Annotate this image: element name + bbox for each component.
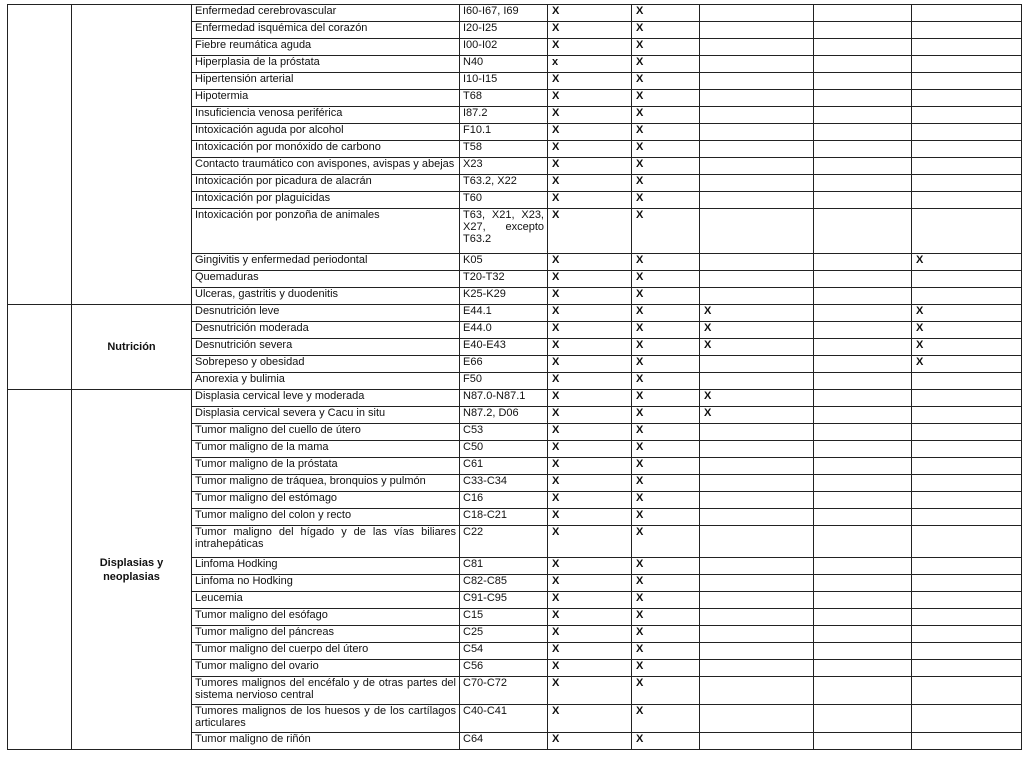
check-mark-cell: X xyxy=(912,322,1022,339)
check-mark-cell xyxy=(700,575,814,592)
check-mark-cell xyxy=(814,56,912,73)
disease-name-cell: Displasia cervical leve y moderada xyxy=(192,390,460,407)
check-mark-cell: X xyxy=(632,733,700,750)
check-mark-cell: X xyxy=(548,305,632,322)
check-mark-cell: X xyxy=(548,475,632,492)
icd-code-cell: C53 xyxy=(460,424,548,441)
check-mark-cell xyxy=(814,90,912,107)
check-mark-cell xyxy=(814,305,912,322)
check-mark-cell xyxy=(814,254,912,271)
icd-code-cell: C81 xyxy=(460,558,548,575)
check-mark-cell xyxy=(700,558,814,575)
check-mark-cell: X xyxy=(632,609,700,626)
check-mark-cell xyxy=(814,509,912,526)
check-mark-cell: X xyxy=(548,124,632,141)
icd-code-cell: C16 xyxy=(460,492,548,509)
check-mark-cell xyxy=(912,643,1022,660)
disease-name-cell: Ulceras, gastritis y duodenitis xyxy=(192,288,460,305)
check-mark-cell xyxy=(912,158,1022,175)
check-mark-cell xyxy=(814,158,912,175)
row-margin-cell xyxy=(8,5,72,305)
check-mark-cell: X xyxy=(632,526,700,558)
check-mark-cell: X xyxy=(548,175,632,192)
disease-name-cell: Linfoma no Hodking xyxy=(192,575,460,592)
check-mark-cell: X xyxy=(548,107,632,124)
check-mark-cell xyxy=(700,526,814,558)
check-mark-cell: X xyxy=(632,22,700,39)
disease-name-cell: Tumor maligno del páncreas xyxy=(192,626,460,643)
check-mark-cell: X xyxy=(548,558,632,575)
check-mark-cell xyxy=(912,733,1022,750)
check-mark-cell xyxy=(814,22,912,39)
disease-name-cell: Displasia cervical severa y Cacu in situ xyxy=(192,407,460,424)
check-mark-cell xyxy=(912,90,1022,107)
check-mark-cell: X xyxy=(632,39,700,56)
check-mark-cell xyxy=(700,90,814,107)
icd-code-cell: C91-C95 xyxy=(460,592,548,609)
check-mark-cell: X xyxy=(548,339,632,356)
check-mark-cell xyxy=(912,424,1022,441)
check-mark-cell: X xyxy=(632,107,700,124)
icd-code-cell: I20-I25 xyxy=(460,22,548,39)
check-mark-cell: X xyxy=(548,322,632,339)
check-mark-cell xyxy=(912,475,1022,492)
row-margin-cell xyxy=(8,390,72,750)
check-mark-cell xyxy=(700,56,814,73)
check-mark-cell xyxy=(814,592,912,609)
icd-code-cell: C22 xyxy=(460,526,548,558)
icd-code-cell: C64 xyxy=(460,733,548,750)
disease-name-cell: Intoxicación por ponzoña de animales xyxy=(192,209,460,254)
check-mark-cell xyxy=(814,339,912,356)
check-mark-cell: X xyxy=(548,626,632,643)
icd-code-cell: C82-C85 xyxy=(460,575,548,592)
check-mark-cell xyxy=(912,56,1022,73)
check-mark-cell: X xyxy=(548,677,632,705)
disease-name-cell: Desnutrición severa xyxy=(192,339,460,356)
disease-name-cell: Tumor maligno de la mama xyxy=(192,441,460,458)
check-mark-cell xyxy=(700,192,814,209)
check-mark-cell xyxy=(700,288,814,305)
check-mark-cell: X xyxy=(700,390,814,407)
icd-code-cell: C15 xyxy=(460,609,548,626)
check-mark-cell xyxy=(814,575,912,592)
icd-code-cell: T60 xyxy=(460,192,548,209)
check-mark-cell: X xyxy=(632,5,700,22)
check-mark-cell xyxy=(912,526,1022,558)
check-mark-cell xyxy=(700,509,814,526)
row-margin-cell xyxy=(8,305,72,390)
check-mark-cell: X xyxy=(632,305,700,322)
icd-code-cell: E40-E43 xyxy=(460,339,548,356)
check-mark-cell: X xyxy=(632,424,700,441)
disease-name-cell: Quemaduras xyxy=(192,271,460,288)
table-row xyxy=(8,5,1022,22)
check-mark-cell: X xyxy=(632,475,700,492)
icd-code-cell: T63.2, X22 xyxy=(460,175,548,192)
check-mark-cell: X xyxy=(632,492,700,509)
check-mark-cell: X xyxy=(632,209,700,254)
check-mark-cell xyxy=(700,5,814,22)
check-mark-cell xyxy=(814,373,912,390)
check-mark-cell xyxy=(814,733,912,750)
check-mark-cell: X xyxy=(700,339,814,356)
check-mark-cell xyxy=(814,705,912,733)
check-mark-cell: X xyxy=(632,390,700,407)
check-mark-cell xyxy=(814,660,912,677)
disease-name-cell: Hiperplasia de la próstata xyxy=(192,56,460,73)
check-mark-cell: X xyxy=(548,509,632,526)
icd-code-cell: C18-C21 xyxy=(460,509,548,526)
category-group-label xyxy=(72,5,192,305)
check-mark-cell: X xyxy=(632,441,700,458)
check-mark-cell xyxy=(814,475,912,492)
disease-name-cell: Tumor maligno de la próstata xyxy=(192,458,460,475)
check-mark-cell: X xyxy=(912,254,1022,271)
check-mark-cell: X xyxy=(548,158,632,175)
check-mark-cell xyxy=(700,733,814,750)
check-mark-cell xyxy=(814,39,912,56)
check-mark-cell xyxy=(912,288,1022,305)
check-mark-cell xyxy=(814,124,912,141)
check-mark-cell xyxy=(912,441,1022,458)
check-mark-cell: X xyxy=(632,175,700,192)
disease-name-cell: Tumores malignos de los huesos y de los cartílagos articulares xyxy=(192,705,460,733)
check-mark-cell: X xyxy=(632,407,700,424)
check-mark-cell xyxy=(912,209,1022,254)
check-mark-cell: X xyxy=(912,305,1022,322)
check-mark-cell xyxy=(814,626,912,643)
check-mark-cell xyxy=(814,609,912,626)
table-row xyxy=(8,390,1022,407)
check-mark-cell: X xyxy=(548,592,632,609)
check-mark-cell xyxy=(700,175,814,192)
check-mark-cell: X xyxy=(632,677,700,705)
icd-code-cell: F50 xyxy=(460,373,548,390)
icd-code-cell: N87.0-N87.1 xyxy=(460,390,548,407)
check-mark-cell xyxy=(912,509,1022,526)
check-mark-cell xyxy=(814,407,912,424)
check-mark-cell xyxy=(814,288,912,305)
check-mark-cell xyxy=(700,73,814,90)
check-mark-cell: X xyxy=(632,509,700,526)
icd-code-cell: C25 xyxy=(460,626,548,643)
disease-name-cell: Contacto traumático con avispones, avispas y abejas xyxy=(192,158,460,175)
check-mark-cell: X xyxy=(548,271,632,288)
check-mark-cell: X xyxy=(632,592,700,609)
check-mark-cell: X xyxy=(548,492,632,509)
check-mark-cell xyxy=(814,209,912,254)
icd-code-cell: C61 xyxy=(460,458,548,475)
disease-name-cell: Leucemia xyxy=(192,592,460,609)
check-mark-cell xyxy=(700,373,814,390)
check-mark-cell xyxy=(700,660,814,677)
disease-name-cell: Fiebre reumática aguda xyxy=(192,39,460,56)
disease-name-cell: Insuficiencia venosa periférica xyxy=(192,107,460,124)
check-mark-cell xyxy=(912,626,1022,643)
check-mark-cell: X xyxy=(912,356,1022,373)
check-mark-cell: X xyxy=(700,322,814,339)
check-mark-cell xyxy=(814,526,912,558)
check-mark-cell: X xyxy=(548,39,632,56)
disease-name-cell: Tumor maligno del colon y recto xyxy=(192,509,460,526)
check-mark-cell xyxy=(912,592,1022,609)
category-group-label: Displasias y neoplasias xyxy=(72,390,192,750)
icd-code-cell: C54 xyxy=(460,643,548,660)
check-mark-cell: X xyxy=(548,390,632,407)
check-mark-cell: X xyxy=(632,373,700,390)
check-mark-cell: X xyxy=(548,73,632,90)
check-mark-cell xyxy=(912,558,1022,575)
check-mark-cell xyxy=(912,373,1022,390)
icd-code-cell: N40 xyxy=(460,56,548,73)
check-mark-cell xyxy=(912,271,1022,288)
check-mark-cell: X xyxy=(632,339,700,356)
disease-name-cell: Tumor maligno del estómago xyxy=(192,492,460,509)
check-mark-cell: X xyxy=(548,192,632,209)
check-mark-cell xyxy=(912,458,1022,475)
icd-code-cell: C40-C41 xyxy=(460,705,548,733)
page-bottom-edge xyxy=(0,762,1024,768)
check-mark-cell xyxy=(700,424,814,441)
check-mark-cell: X xyxy=(548,660,632,677)
check-mark-cell xyxy=(814,492,912,509)
check-mark-cell: X xyxy=(632,575,700,592)
check-mark-cell xyxy=(912,124,1022,141)
check-mark-cell xyxy=(700,705,814,733)
check-mark-cell xyxy=(912,492,1022,509)
check-mark-cell: X xyxy=(632,643,700,660)
disease-name-cell: Tumor maligno de tráquea, bronquios y pulmón xyxy=(192,475,460,492)
icd-code-cell: C33-C34 xyxy=(460,475,548,492)
check-mark-cell: X xyxy=(632,288,700,305)
check-mark-cell xyxy=(912,390,1022,407)
icd-code-cell: I87.2 xyxy=(460,107,548,124)
icd-code-cell: F10.1 xyxy=(460,124,548,141)
icd-code-cell: I60-I67, I69 xyxy=(460,5,548,22)
icd-code-cell: E66 xyxy=(460,356,548,373)
check-mark-cell xyxy=(912,39,1022,56)
icd-code-cell: E44.0 xyxy=(460,322,548,339)
check-mark-cell xyxy=(814,390,912,407)
check-mark-cell xyxy=(814,107,912,124)
icd-code-cell: C70-C72 xyxy=(460,677,548,705)
disease-name-cell: Anorexia y bulimia xyxy=(192,373,460,390)
check-mark-cell: X xyxy=(548,288,632,305)
check-mark-cell xyxy=(700,475,814,492)
check-mark-cell xyxy=(700,609,814,626)
check-mark-cell: X xyxy=(700,305,814,322)
check-mark-cell xyxy=(700,592,814,609)
check-mark-cell xyxy=(814,424,912,441)
check-mark-cell xyxy=(814,558,912,575)
table-row xyxy=(8,305,1022,322)
check-mark-cell: X xyxy=(548,141,632,158)
check-mark-cell: X xyxy=(548,356,632,373)
check-mark-cell: X xyxy=(548,733,632,750)
category-group-label: Nutrición xyxy=(72,305,192,390)
check-mark-cell: X xyxy=(632,141,700,158)
disease-name-cell: Sobrepeso y obesidad xyxy=(192,356,460,373)
check-mark-cell xyxy=(814,441,912,458)
icd-code-cell: T20-T32 xyxy=(460,271,548,288)
disease-name-cell: Hipertensión arterial xyxy=(192,73,460,90)
check-mark-cell xyxy=(700,643,814,660)
check-mark-cell xyxy=(700,677,814,705)
check-mark-cell: X xyxy=(548,575,632,592)
check-mark-cell xyxy=(700,158,814,175)
disease-name-cell: Intoxicación aguda por alcohol xyxy=(192,124,460,141)
check-mark-cell xyxy=(912,141,1022,158)
check-mark-cell xyxy=(700,254,814,271)
check-mark-cell: X xyxy=(632,192,700,209)
disease-name-cell: Intoxicación por plaguicidas xyxy=(192,192,460,209)
icd-code-cell: T68 xyxy=(460,90,548,107)
check-mark-cell xyxy=(700,271,814,288)
check-mark-cell xyxy=(912,175,1022,192)
check-mark-cell xyxy=(912,677,1022,705)
check-mark-cell xyxy=(700,39,814,56)
check-mark-cell xyxy=(700,458,814,475)
check-mark-cell xyxy=(814,141,912,158)
check-mark-cell xyxy=(912,407,1022,424)
check-mark-cell: X xyxy=(632,705,700,733)
check-mark-cell: X xyxy=(548,609,632,626)
check-mark-cell: X xyxy=(700,407,814,424)
check-mark-cell xyxy=(814,5,912,22)
disease-name-cell: Enfermedad isquémica del corazón xyxy=(192,22,460,39)
check-mark-cell: X xyxy=(548,90,632,107)
icd-code-cell: I00-I02 xyxy=(460,39,548,56)
check-mark-cell xyxy=(814,175,912,192)
check-mark-cell: x xyxy=(548,56,632,73)
check-mark-cell: X xyxy=(912,339,1022,356)
check-mark-cell xyxy=(700,22,814,39)
icd-code-cell: T58 xyxy=(460,141,548,158)
check-mark-cell: X xyxy=(632,660,700,677)
check-mark-cell: X xyxy=(632,73,700,90)
icd-code-cell: I10-I15 xyxy=(460,73,548,90)
check-mark-cell xyxy=(814,356,912,373)
icd-code-cell: T63, X21, X23, X27, excepto T63.2 xyxy=(460,209,548,254)
check-mark-cell: X xyxy=(548,643,632,660)
check-mark-cell xyxy=(700,492,814,509)
check-mark-cell xyxy=(814,322,912,339)
check-mark-cell: X xyxy=(632,626,700,643)
check-mark-cell xyxy=(700,356,814,373)
disease-name-cell: Tumor maligno del ovario xyxy=(192,660,460,677)
check-mark-cell xyxy=(912,705,1022,733)
check-mark-cell xyxy=(700,209,814,254)
disease-name-cell: Tumor maligno del hígado y de las vías biliares intrahepáticas xyxy=(192,526,460,558)
disease-name-cell: Desnutrición leve xyxy=(192,305,460,322)
check-mark-cell: X xyxy=(548,458,632,475)
disease-name-cell: Intoxicación por picadura de alacrán xyxy=(192,175,460,192)
check-mark-cell xyxy=(700,626,814,643)
disease-name-cell: Tumor maligno del esófago xyxy=(192,609,460,626)
check-mark-cell: X xyxy=(632,254,700,271)
disease-name-cell: Tumor maligno del cuello de útero xyxy=(192,424,460,441)
disease-name-cell: Gingivitis y enfermedad periodontal xyxy=(192,254,460,271)
check-mark-cell xyxy=(700,107,814,124)
check-mark-cell xyxy=(700,124,814,141)
check-mark-cell: X xyxy=(548,407,632,424)
disease-name-cell: Linfoma Hodking xyxy=(192,558,460,575)
check-mark-cell xyxy=(912,22,1022,39)
icd-code-cell: C50 xyxy=(460,441,548,458)
check-mark-cell xyxy=(700,441,814,458)
check-mark-cell: X xyxy=(632,356,700,373)
disease-name-cell: Hipotermia xyxy=(192,90,460,107)
check-mark-cell xyxy=(814,643,912,660)
disease-name-cell: Tumor maligno de riñón xyxy=(192,733,460,750)
check-mark-cell: X xyxy=(632,158,700,175)
check-mark-cell xyxy=(814,458,912,475)
disease-name-cell: Enfermedad cerebrovascular xyxy=(192,5,460,22)
table-body xyxy=(8,5,1022,750)
check-mark-cell xyxy=(700,141,814,158)
check-mark-cell: X xyxy=(548,526,632,558)
check-mark-cell xyxy=(912,5,1022,22)
check-mark-cell: X xyxy=(632,322,700,339)
check-mark-cell: X xyxy=(548,5,632,22)
icd-code-cell: K25-K29 xyxy=(460,288,548,305)
check-mark-cell: X xyxy=(632,271,700,288)
check-mark-cell: X xyxy=(632,558,700,575)
check-mark-cell xyxy=(912,192,1022,209)
disease-name-cell: Tumor maligno del cuerpo del útero xyxy=(192,643,460,660)
check-mark-cell xyxy=(814,192,912,209)
check-mark-cell: X xyxy=(548,441,632,458)
icd-code-cell: K05 xyxy=(460,254,548,271)
check-mark-cell: X xyxy=(548,209,632,254)
check-mark-cell: X xyxy=(548,705,632,733)
icd-code-cell: X23 xyxy=(460,158,548,175)
icd-code-cell: N87.2, D06 xyxy=(460,407,548,424)
check-mark-cell: X xyxy=(548,424,632,441)
check-mark-cell: X xyxy=(548,373,632,390)
check-mark-cell: X xyxy=(548,254,632,271)
disease-name-cell: Tumores malignos del encéfalo y de otras partes del sistema nervioso central xyxy=(192,677,460,705)
check-mark-cell: X xyxy=(632,124,700,141)
disease-name-cell: Desnutrición moderada xyxy=(192,322,460,339)
disease-name-cell: Intoxicación por monóxido de carbono xyxy=(192,141,460,158)
check-mark-cell: X xyxy=(632,458,700,475)
check-mark-cell xyxy=(912,73,1022,90)
check-mark-cell xyxy=(912,660,1022,677)
check-mark-cell xyxy=(912,609,1022,626)
check-mark-cell xyxy=(912,107,1022,124)
check-mark-cell xyxy=(814,73,912,90)
check-mark-cell xyxy=(912,575,1022,592)
check-mark-cell xyxy=(814,271,912,288)
icd-code-cell: E44.1 xyxy=(460,305,548,322)
check-mark-cell: X xyxy=(548,22,632,39)
icd-code-cell: C56 xyxy=(460,660,548,677)
check-mark-cell xyxy=(814,677,912,705)
check-mark-cell: X xyxy=(632,56,700,73)
disease-code-table xyxy=(7,4,1022,750)
check-mark-cell: X xyxy=(632,90,700,107)
